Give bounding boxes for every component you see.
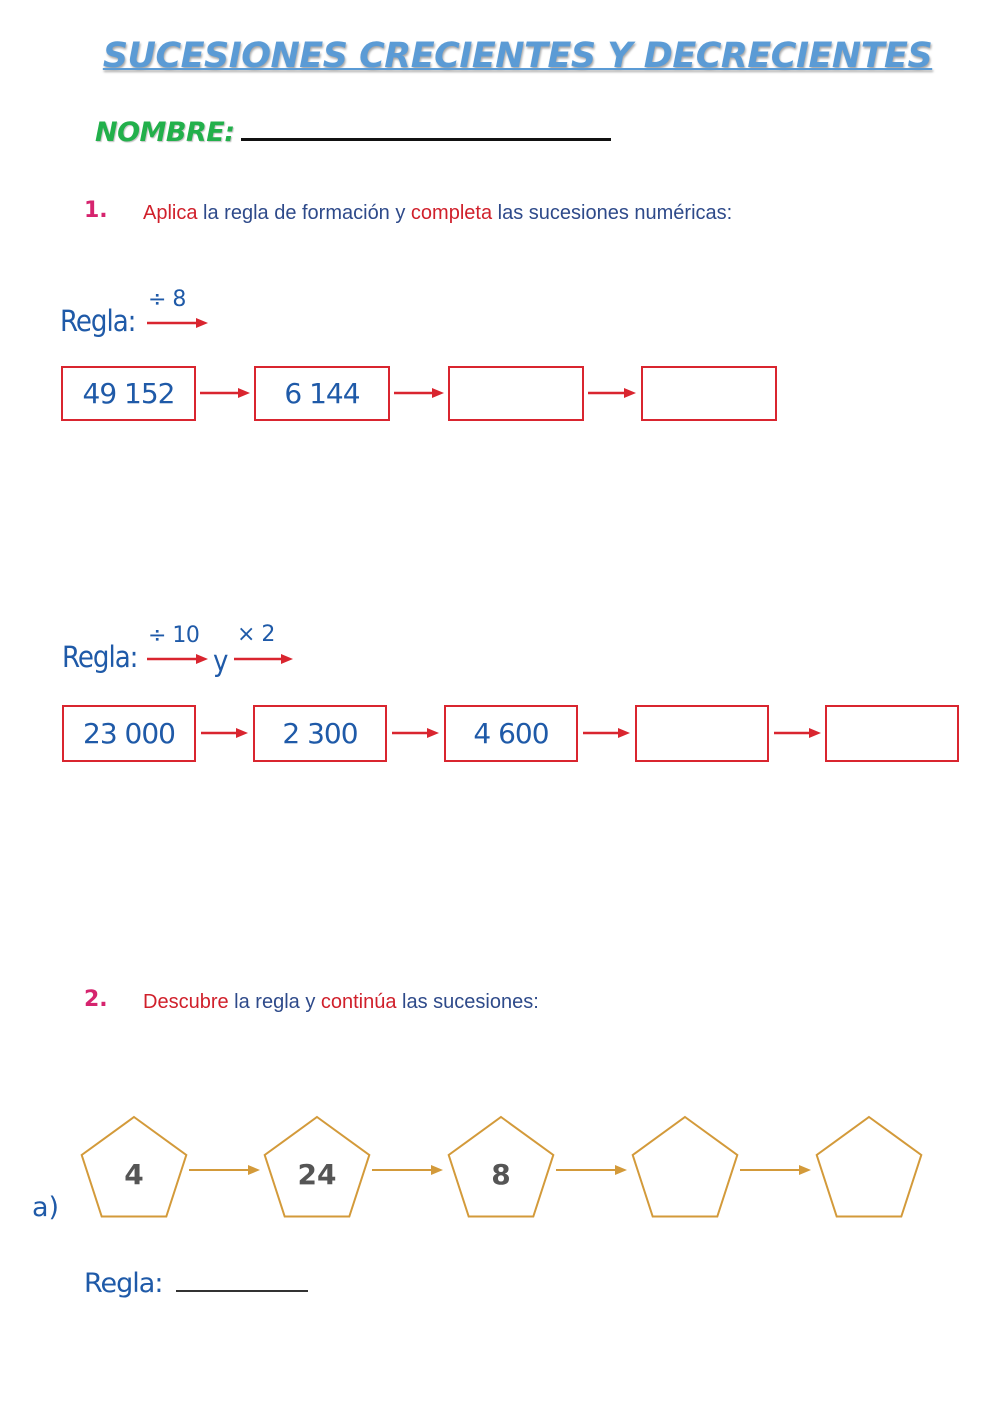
- instruction-text: las sucesiones:: [396, 991, 539, 1013]
- instruction-text: las sucesiones numéricas:: [492, 202, 733, 224]
- rule-arrow-icon: [233, 651, 297, 667]
- rule-operation: ÷ 8: [148, 287, 186, 312]
- rule-label: Regla:: [62, 640, 138, 674]
- instruction-text: la regla de formación y: [197, 202, 411, 224]
- question-number: 2.: [84, 987, 108, 1012]
- rule-answer-field[interactable]: [176, 1270, 308, 1292]
- rule-operation: ÷ 10: [148, 623, 200, 648]
- question-1-text: [143, 202, 732, 225]
- rule-answer-row: [84, 1268, 308, 1299]
- rule-arrow-icon: [146, 651, 210, 667]
- rule-arrow-icon: [146, 315, 210, 331]
- sequence-arrows: [0, 380, 1000, 408]
- pentagon-value: 24: [297, 1158, 337, 1191]
- instruction-verb: completa: [410, 202, 493, 224]
- sequence-arrows: [0, 720, 1000, 748]
- question-2: [84, 987, 108, 1012]
- rule-label: Regla:: [60, 304, 136, 338]
- question-1: [84, 198, 108, 223]
- page-title: SUCESIONES CRECIENTES Y DECRECIENTES: [102, 36, 933, 76]
- pentagon-value: 4: [124, 1158, 144, 1191]
- name-row: [95, 116, 611, 148]
- pentagon-sequence: [0, 1105, 1000, 1230]
- pentagon-value: 8: [491, 1158, 511, 1191]
- sequence-box: 6 144: [254, 366, 390, 421]
- sequence-box: 2 300: [253, 705, 387, 762]
- item-label: a): [32, 1192, 60, 1223]
- name-field[interactable]: [241, 116, 611, 141]
- instruction-verb: continúa: [320, 991, 397, 1013]
- question-number: 1.: [84, 198, 108, 223]
- sequence-box: 23 000: [62, 705, 196, 762]
- instruction-verb: Aplica: [143, 202, 198, 224]
- instruction-text: la regla y: [228, 991, 321, 1013]
- rule-operation: × 2: [237, 622, 275, 647]
- answer-pentagon[interactable]: [817, 1117, 922, 1217]
- sequence-box: 49 152: [61, 366, 196, 421]
- name-label: NOMBRE:: [95, 117, 235, 148]
- sequence-box: 4 600: [444, 705, 578, 762]
- rule-joiner: y: [213, 644, 228, 678]
- rule-label: Regla:: [84, 1268, 163, 1299]
- question-2-text: [143, 991, 539, 1014]
- answer-pentagon[interactable]: [633, 1117, 738, 1217]
- instruction-verb: Descubre: [143, 991, 229, 1013]
